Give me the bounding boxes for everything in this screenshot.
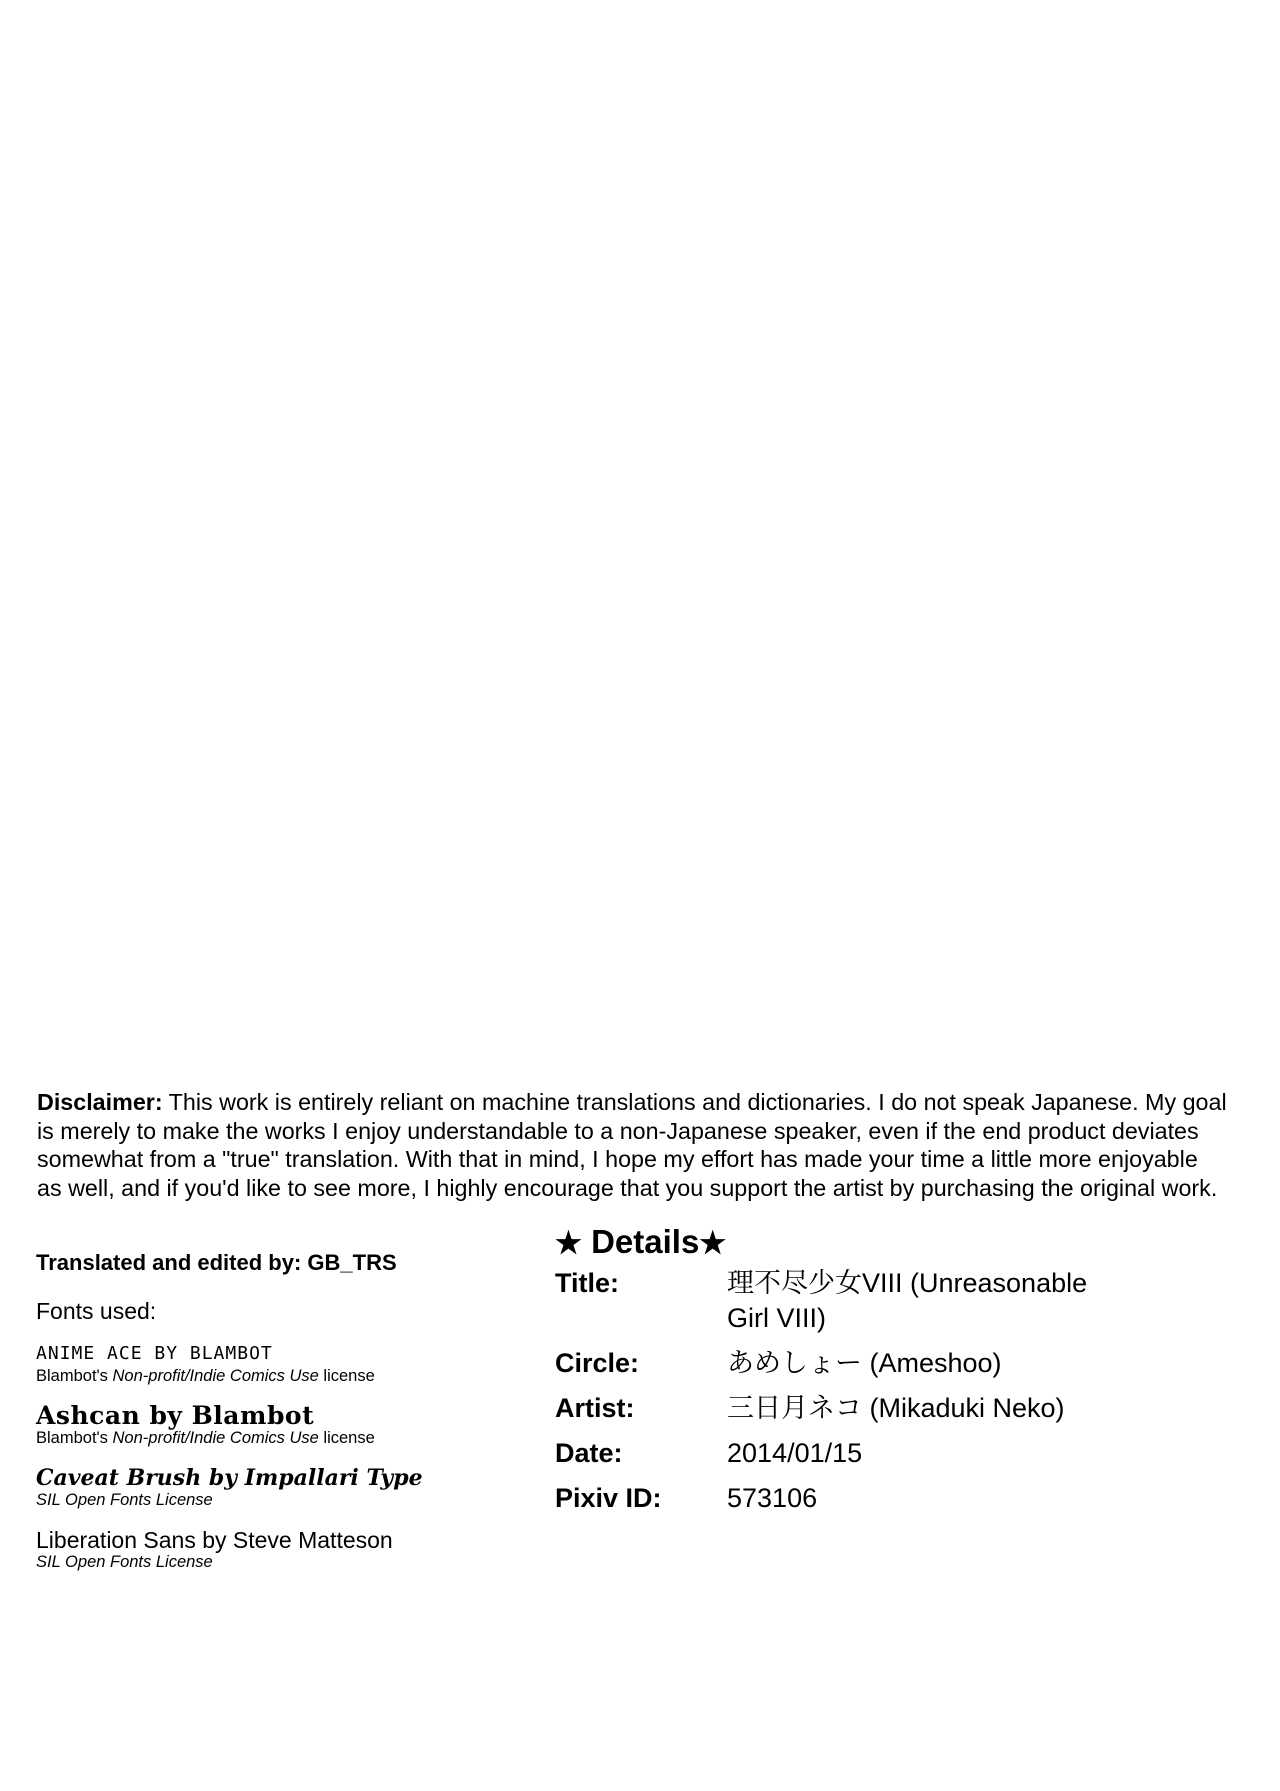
font-entry-caveat-brush: [36, 1466, 516, 1510]
detail-value: あめしょー (Ameshoo): [727, 1348, 1002, 1378]
license-italic: SIL Open Fonts License: [36, 1553, 213, 1571]
font-entry-liberation-sans: [36, 1528, 516, 1572]
details-heading-text: Details: [591, 1223, 700, 1260]
license-prefix: Blambot's: [36, 1367, 113, 1385]
detail-row-date: [555, 1436, 1215, 1471]
license-italic: SIL Open Fonts License: [36, 1491, 213, 1509]
translator-credit: Translated and edited by: GB_TRS: [36, 1250, 397, 1275]
detail-row-title: [555, 1266, 1215, 1336]
license-italic: Non-profit/Indie Comics Use: [112, 1429, 319, 1447]
detail-label: Circle:: [555, 1348, 640, 1378]
font-name: Caveat Brush by Impallari Type: [36, 1465, 423, 1491]
detail-label: Pixiv ID:: [555, 1483, 662, 1513]
detail-label: Title:: [555, 1268, 620, 1298]
disclaimer-paragraph: [37, 1088, 1227, 1202]
font-license: [36, 1490, 516, 1510]
font-name: Liberation Sans by Steve Matteson: [36, 1527, 393, 1553]
license-suffix: license: [318, 1429, 375, 1447]
font-license: [36, 1552, 516, 1572]
fonts-used-label: Fonts used:: [36, 1298, 157, 1324]
detail-label: Artist:: [555, 1393, 635, 1423]
star-icon: ★: [555, 1227, 582, 1260]
disclaimer-label: Disclaimer:: [37, 1089, 163, 1115]
font-license: [36, 1428, 516, 1448]
detail-value: 573106: [727, 1483, 818, 1513]
license-italic: Non-profit/Indie Comics Use: [112, 1367, 319, 1385]
star-icon: ★: [699, 1227, 727, 1260]
disclaimer-text: This work is entirely reliant on machine translations and dictionaries. I do not speak Japanese. My goal is merely to make the works I enjoy understandable to a non-Japanese speaker, even if the end product deviates somewhat from a "true" translation. With that in mind, I hope my effort has made your time a little more enjoyable as well, and if you'd like to see more, I highly encourage that you support the artist by purchasing the original work.: [37, 1089, 1227, 1201]
detail-value: 2014/01/15: [727, 1438, 863, 1468]
detail-value: 理不尽少女VIII (Unreasonable Girl VIII): [727, 1268, 1088, 1333]
detail-label: Date:: [555, 1438, 623, 1468]
license-suffix: license: [318, 1367, 375, 1385]
font-entry-ashcan: [36, 1401, 516, 1448]
detail-row-artist: [555, 1391, 1215, 1426]
details-heading: [555, 1222, 1215, 1264]
font-name: Ashcan by Blambot: [36, 1401, 315, 1430]
details-section: [555, 1222, 1215, 1526]
font-name: ANIME ACE BY BLAMBOT: [36, 1343, 273, 1364]
credits-section: [36, 1250, 516, 1572]
license-prefix: Blambot's: [36, 1429, 113, 1447]
font-license: [36, 1366, 516, 1386]
detail-row-circle: [555, 1346, 1215, 1381]
font-entry-anime-ace: [36, 1342, 516, 1386]
detail-value: 三日月ネコ (Mikaduki Neko): [727, 1393, 1065, 1423]
detail-row-pixiv-id: [555, 1481, 1215, 1516]
